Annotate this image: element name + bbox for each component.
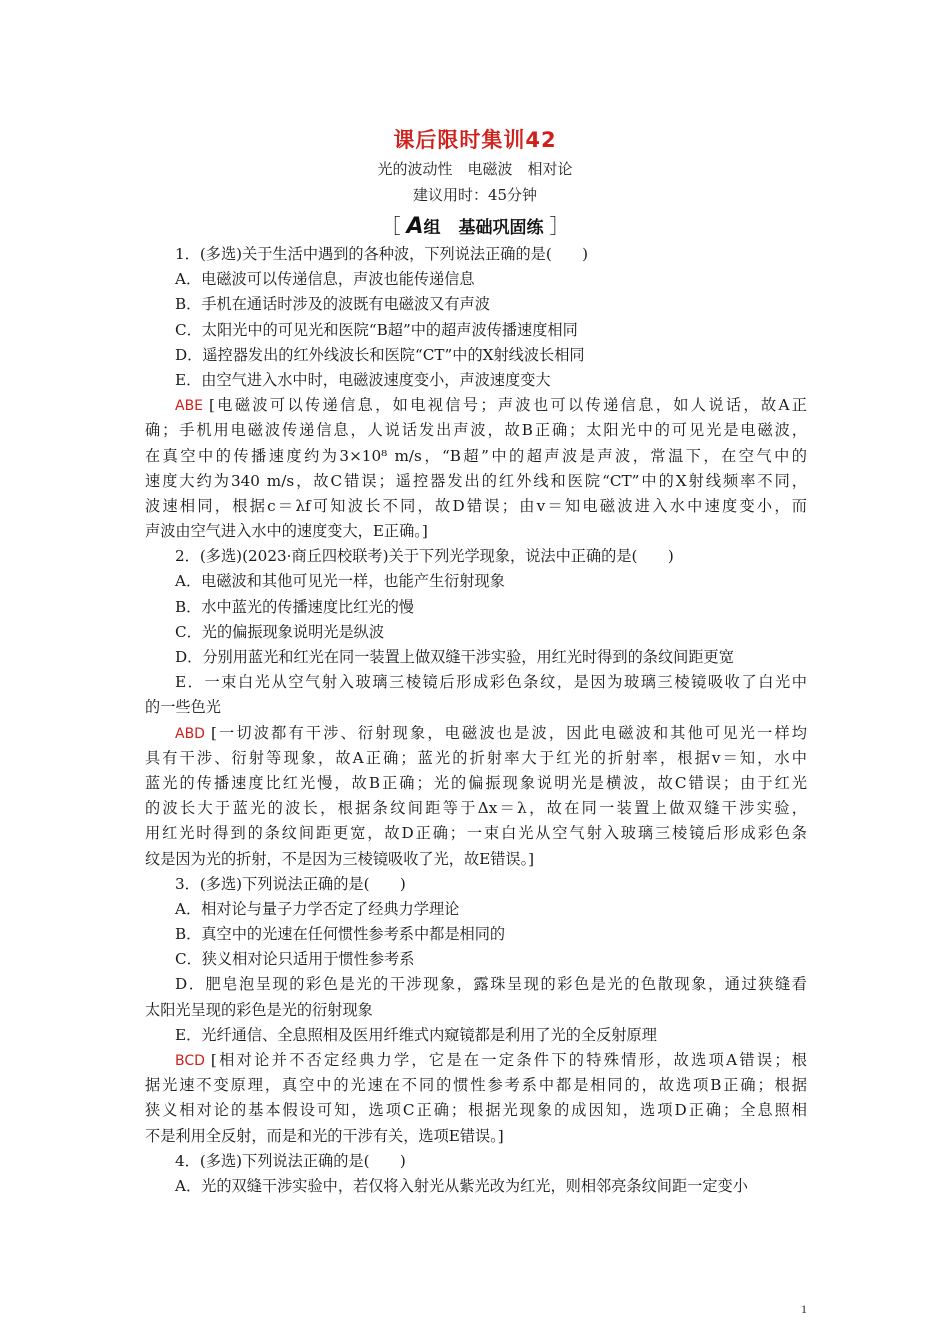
question-3-explanation-line: 据光速不变原理，真空中的光速在不同的惯性参考系中都是相同的，故选项B正确；根据 — [145, 1076, 807, 1095]
question-3-explanation-line: 不是利用全反射，而是和光的干涉有关，选项E错误。] — [145, 1126, 504, 1145]
question-1-explanation-line: 在真空中的传播速度约为3×10⁸ m/s，“B超”中的超声波是声波，常温下，在空气中的 — [145, 446, 807, 465]
question-3-option: D．肥皂泡呈现的彩色是光的干涉现象，露珠呈现的彩色是光的色散现象，通过狭缝看 — [175, 975, 807, 994]
section-label: 基础巩固练 — [458, 218, 544, 238]
question-4-stem: 4．(多选)下列说法正确的是( ) — [175, 1151, 406, 1170]
question-1-option: D．遥控器发出的红外线波长和医院“CT”中的X射线波长相同 — [175, 345, 585, 364]
question-1-explanation-line: 声波由空气进入水中的速度变大，E正确。] — [145, 522, 428, 541]
question-1-stem: 1．(多选)关于生活中遇到的各种波，下列说法正确的是( ) — [175, 245, 589, 263]
question-3-option: E．光纤通信、全息照相及医用纤维式内窥镜都是利用了光的全反射原理 — [175, 1025, 657, 1044]
question-3-option: C．狭义相对论只适用于惯性参考系 — [175, 950, 415, 969]
question-1-option: E．由空气进入水中时，电磁波速度变小，声波速度变大 — [175, 370, 551, 389]
question-1-explanation-line: 确；手机用电磁波传递信息，人说话发出声波，故B正确；太阳光中的可见光是电磁波， — [145, 421, 807, 440]
question-3-stem: 3．(多选)下列说法正确的是( ) — [175, 874, 406, 893]
question-content — [145, 242, 807, 1199]
question-2-explanation-line: 蓝光的传播速度比红光慢，故B正确；光的偏振现象说明光是横波，故C错误；由于红光 — [145, 773, 807, 792]
question-2-answer: ABD — [175, 725, 205, 742]
question-2-option: E．一束白光从空气射入玻璃三棱镜后形成彩色条纹，是因为玻璃三棱镜吸收了白光中 — [175, 673, 807, 692]
question-3-explanation-line: BCD [相对论并不否定经典力学，它是在一定条件下的特殊情形，故选项A错误；根 — [175, 1051, 807, 1069]
page-number: 1 — [801, 1302, 807, 1316]
question-1-option: C．太阳光中的可见光和医院“B超”中的超声波传播速度相同 — [175, 320, 578, 339]
page-title: 课后限时集训42 — [393, 128, 557, 152]
question-2-option: C．光的偏振现象说明光是纵波 — [175, 622, 385, 641]
chapter-subtitle: 光的波动性 电磁波 相对论 — [377, 160, 573, 178]
question-2-explanation-line: ABD [一切波都有干涉、衍射现象，电磁波也是波，因此电磁波和其他可见光一样均 — [175, 723, 807, 742]
question-2-explanation-line: 的波长大于蓝光的波长，根据条纹间距等于Δx＝λ，故在同一装置上做双缝干涉实验， — [145, 799, 807, 818]
suggested-time: 建议用时：45分钟 — [412, 186, 538, 204]
question-2-stem: 2．(多选)(2023·商丘四校联考)关于下列光学现象，说法中正确的是( ) — [175, 547, 674, 566]
group-letter: A — [406, 214, 424, 239]
question-3-option: B．真空中的光速在任何惯性参考系中都是相同的 — [175, 925, 506, 944]
group-char: 组 — [423, 218, 441, 238]
question-3-explanation-line: 狭义相对论的基本假设可知，选项C正确；根据光现象的成因知，选项D正确；全息照相 — [145, 1101, 807, 1120]
question-1-explanation-line: 波速相同，根据c＝λf可知波长不同，故D错误；由v＝知电磁波进入水中速度变小，而 — [145, 496, 807, 515]
question-1-answer: ABE — [175, 398, 204, 415]
section-heading — [0, 210, 950, 239]
question-2-explanation-line: 纹是因为光的折射，不是因为三棱镜吸收了光，故E错误。] — [145, 849, 535, 868]
question-3-answer: BCD — [175, 1053, 205, 1069]
question-2-explanation-line: 用红光时得到的条纹间距更宽，故D正确；一束白光从空气射入玻璃三棱镜后形成彩色条 — [145, 824, 807, 843]
question-2-option: B．水中蓝光的传播速度比红光的慢 — [175, 597, 414, 616]
question-2-option: D．分别用蓝光和红光在同一装置上做双缝干涉实验，用红光时得到的条纹间距更宽 — [175, 648, 734, 666]
question-1-explanation-line: 速度大约为340 m/s，故C错误；遥控器发出的红外线和医院“CT”中的X射线频率不同， — [145, 471, 807, 490]
question-2-explanation-line: 具有干涉、衍射等现象，故A正确；蓝光的折射率大于红光的折射率，根据v＝知，水中 — [145, 748, 807, 767]
question-2-option: 的一些色光 — [145, 698, 221, 717]
question-1-option: A．电磁波可以传递信息，声波也能传递信息 — [175, 270, 475, 289]
question-3-option: A．相对论与量子力学否定了经典力学理论 — [175, 899, 460, 918]
question-1-option: B．手机在通话时涉及的波既有电磁波又有声波 — [175, 295, 490, 314]
question-2-option: A．电磁波和其他可见光一样，也能产生衍射现象 — [175, 572, 505, 591]
section-bracket-open: ［ — [380, 214, 401, 238]
question-1-explanation-line: ABE [电磁波可以传递信息，如电视信号；声波也可以传递信息，如人说话，故A正 — [175, 396, 807, 415]
question-4-option: A．光的双缝干涉实验中，若仅将入射光从紫光改为红光，则相邻亮条纹间距一定变小 — [175, 1176, 748, 1195]
section-bracket-close: ］ — [549, 214, 570, 238]
question-3-option: 太阳光呈现的彩色是光的衍射现象 — [145, 1000, 373, 1019]
